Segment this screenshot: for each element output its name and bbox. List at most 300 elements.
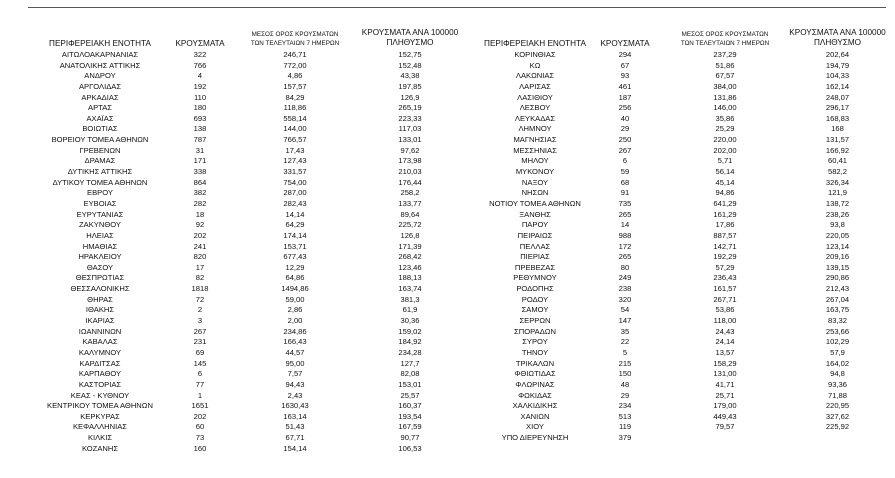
right-avg7-cell: 384,00 (713, 81, 737, 91)
right-region-cell: ΛΑΚΩΝΙΑΣ (515, 71, 555, 81)
right-cases-cell: 249 (618, 273, 632, 283)
left-cases-cell: 202 (193, 230, 207, 240)
left-avg7-cell: 44,57 (285, 347, 305, 357)
left-avg7-cell: 766,57 (283, 135, 307, 145)
right-per100k-cell: 267,04 (825, 294, 850, 304)
right-per100k-cell: 582,2 (827, 167, 847, 177)
right-region-cell: ΡΕΘΥΜΝΟΥ (513, 273, 557, 283)
right-region-cell: ΡΟΔΟΠΗΣ (516, 284, 554, 294)
left-region-cell: ΘΗΡΑΣ (87, 294, 113, 304)
right-cases-cell: 80 (620, 262, 630, 272)
table-row (0, 50, 895, 61)
left-region-cell: ΚΑΡΠΑΘΟΥ (78, 369, 122, 379)
right-region-cell: ΧΑΛΚΙΔΙΚΗΣ (512, 401, 558, 411)
left-avg7-cell: 59,00 (285, 294, 305, 304)
right-cases-cell: 22 (620, 337, 630, 347)
table-row (0, 146, 895, 157)
left-per100k-cell: 153,01 (398, 379, 422, 389)
right-avg7-cell: 179,00 (713, 401, 737, 411)
left-avg7-cell: 118,86 (283, 103, 307, 113)
right-avg7-cell: 25,71 (715, 390, 735, 400)
left-cases-cell: 110 (193, 92, 207, 102)
right-region-cell: ΛΕΣΒΟΥ (519, 103, 551, 113)
right-cases-cell: 267 (618, 145, 632, 155)
table-row (0, 242, 895, 253)
left-cases-cell: 77 (195, 379, 205, 389)
left-region-cell: ΙΚΑΡΙΑΣ (85, 316, 115, 326)
right-avg7-cell: 118,00 (713, 316, 737, 326)
right-region-header: ΠΕΡΙΦΕΡΕΙΑΚΗ ΕΝΟΤΗΤΑ (484, 39, 586, 48)
left-per100k-header: ΚΡΟΥΣΜΑΤΑ ΑΝΑ 100000 ΠΛΗΘΥΣΜΟ (361, 28, 459, 47)
table-row (0, 82, 895, 93)
table-row (0, 220, 895, 231)
left-avg7-cell: 558,14 (283, 113, 307, 123)
left-region-header: ΠΕΡΙΦΕΡΕΙΑΚΗ ΕΝΟΤΗΤΑ (49, 39, 151, 48)
right-region-cell: ΝΑΞΟΥ (521, 177, 549, 187)
table-row (0, 359, 895, 370)
right-avg7-cell: 35,86 (715, 113, 735, 123)
right-per100k-cell: 94,8 (830, 369, 845, 379)
left-cases-cell: 171 (193, 156, 207, 166)
right-cases-cell: 735 (618, 198, 632, 208)
left-avg7-cell: 2,86 (287, 305, 303, 315)
table-row (0, 178, 895, 189)
left-per100k-cell: 126,9 (400, 92, 420, 102)
left-cases-cell: 82 (195, 273, 205, 283)
right-cases-cell: 29 (620, 390, 630, 400)
left-cases-cell: 3 (197, 316, 203, 326)
right-avg7-header: ΜΕΣΟΣ ΟΡΟΣ ΚΡΟΥΣΜΑΤΩΝ ΤΩΝ ΤΕΛΕΥΤΑΙΩΝ 7 ΗΜΕΡΩΝ (680, 31, 770, 47)
right-avg7-cell: 45,14 (715, 177, 735, 187)
left-per100k-cell: 163,74 (398, 284, 422, 294)
left-avg7-cell: 287,00 (283, 188, 307, 198)
right-per100k-cell: 164,02 (825, 358, 850, 368)
left-region-cell: ΘΑΣΟΥ (86, 262, 114, 272)
right-cases-cell: 40 (620, 113, 630, 123)
right-region-cell: ΠΙΕΡΙΑΣ (520, 252, 550, 262)
table-row (0, 231, 895, 242)
left-per100k-cell: 197,85 (398, 81, 422, 91)
table-row (0, 114, 895, 125)
right-cases-cell: 265 (618, 209, 632, 219)
table-row (0, 93, 895, 104)
right-per100k-cell: 60,41 (827, 156, 847, 166)
left-per100k-cell: 234,28 (398, 347, 422, 357)
left-region-cell: ΖΑΚΥΝΘΟΥ (79, 220, 121, 230)
left-region-cell: ΘΕΣΠΡΩΤΙΑΣ (75, 273, 125, 283)
right-per100k-cell: 83,32 (827, 316, 847, 326)
left-region-cell: ΚΑΛΥΜΝΟΥ (78, 347, 122, 357)
left-avg7-cell: 95,00 (285, 358, 305, 368)
left-per100k-cell: 61,9 (402, 305, 418, 315)
left-cases-cell: 2 (197, 305, 203, 315)
right-cases-cell: 48 (620, 379, 630, 389)
left-per100k-cell: 167,59 (398, 422, 422, 432)
left-per100k-cell: 152,75 (398, 50, 422, 59)
right-per100k-cell: 168,83 (825, 113, 850, 123)
table-row (0, 380, 895, 391)
left-per100k-cell: 117,03 (398, 124, 422, 134)
right-avg7-cell: 887,57 (713, 230, 737, 240)
left-per100k-cell: 381,3 (400, 294, 420, 304)
right-avg7-cell: 192,29 (713, 252, 737, 262)
left-per100k-cell: 223,33 (398, 113, 422, 123)
right-region-cell: ΞΑΝΘΗΣ (519, 209, 551, 219)
left-avg7-cell: 163,14 (283, 411, 307, 421)
right-region-cell: ΤΗΝΟΥ (521, 347, 549, 357)
left-cases-cell: 282 (193, 198, 207, 208)
right-region-cell: ΧΑΝΙΩΝ (520, 411, 550, 421)
right-region-cell: ΜΑΓΝΗΣΙΑΣ (513, 135, 557, 145)
left-cases-cell: 338 (193, 167, 207, 177)
right-cases-cell: 91 (620, 188, 630, 198)
left-avg7-cell: 127,43 (283, 156, 307, 166)
left-avg7-cell: 64,29 (285, 220, 305, 230)
right-avg7-cell: 5,71 (717, 156, 733, 166)
right-avg7-cell: 79,57 (715, 422, 735, 432)
right-avg7-cell: 267,71 (713, 294, 737, 304)
right-region-cell: ΚΩ (529, 60, 541, 70)
table-row (0, 263, 895, 274)
top-border-line (28, 7, 886, 8)
left-cases-cell: 92 (195, 220, 205, 230)
left-cases-cell: 31 (195, 145, 205, 155)
right-region-cell: ΣΕΡΡΩΝ (519, 316, 551, 326)
right-cases-cell: 29 (620, 124, 630, 134)
right-avg7-cell: 158,29 (713, 358, 737, 368)
right-region-cell: ΧΙΟΥ (526, 422, 544, 432)
left-region-cell: ΘΕΣΣΑΛΟΝΙΚΗΣ (70, 284, 130, 294)
left-avg7-cell: 772,00 (283, 60, 307, 70)
table-row (0, 327, 895, 338)
left-per100k-cell: 43,38 (400, 71, 420, 81)
left-region-cell: ΕΒΡΟΥ (87, 188, 113, 198)
left-region-cell: ΑΝΑΤΟΛΙΚΗΣ ΑΤΤΙΚΗΣ (59, 60, 141, 70)
right-avg7-cell: 41,71 (715, 379, 735, 389)
left-cases-cell: 1651 (191, 401, 209, 411)
left-per100k-cell: 30,36 (400, 316, 420, 326)
left-cases-cell: 60 (195, 422, 205, 432)
left-avg7-cell: 166,43 (283, 337, 307, 347)
left-region-cell: ΚΕΝΤΡΙΚΟΥ ΤΟΜΕΑ ΑΘΗΝΩΝ (47, 401, 153, 411)
left-avg7-cell: 1630,43 (281, 401, 309, 411)
left-region-cell: ΗΛΕΙΑΣ (86, 230, 114, 240)
left-cases-cell: 787 (193, 135, 207, 145)
left-per100k-cell: 225,72 (398, 220, 422, 230)
right-per100k-cell: 290,86 (825, 273, 850, 283)
left-per100k-cell: 268,42 (398, 252, 422, 262)
left-cases-cell: 72 (195, 294, 205, 304)
right-per100k-cell: 139,15 (825, 262, 850, 272)
left-avg7-cell: 234,86 (283, 326, 307, 336)
right-avg7-cell: 24,14 (715, 337, 735, 347)
table-row (0, 305, 895, 316)
right-cases-cell: 150 (618, 369, 632, 379)
left-per100k-cell: 188,13 (398, 273, 422, 283)
right-region-cell: ΠΡΕΒΕΖΑΣ (514, 262, 556, 272)
right-region-cell: ΦΩΚΙΔΑΣ (518, 390, 552, 400)
left-per100k-cell: 127,7 (400, 358, 420, 368)
right-cases-cell: 238 (618, 284, 632, 294)
left-per100k-cell: 123,46 (398, 262, 422, 272)
left-cases-cell: 160 (193, 443, 207, 453)
left-cases-cell: 4 (197, 71, 203, 81)
right-avg7-cell: 131,00 (713, 369, 737, 379)
right-region-cell: ΛΕΥΚΑΔΑΣ (514, 113, 556, 123)
right-avg7-cell: 56,14 (715, 167, 735, 177)
right-avg7-cell: 25,29 (715, 124, 735, 134)
left-per100k-cell: 173,98 (398, 156, 422, 166)
table-row (0, 61, 895, 72)
left-cases-header: ΚΡΟΥΣΜΑΤΑ (175, 39, 225, 48)
left-cases-cell: 18 (195, 209, 205, 219)
left-avg7-cell: 67,71 (285, 433, 305, 443)
left-region-cell: ΙΩΑΝΝΙΝΩΝ (78, 326, 122, 336)
right-cases-cell: 35 (620, 326, 630, 336)
right-cases-cell: 54 (620, 305, 630, 315)
right-per100k-cell: 202,64 (825, 50, 850, 59)
left-cases-cell: 192 (193, 81, 207, 91)
right-per100k-header: ΚΡΟΥΣΜΑΤΑ ΑΝΑ 100000 ΠΛΗΘΥΣΜΟ (789, 28, 886, 47)
left-avg7-cell: 677,43 (283, 252, 307, 262)
right-cases-header: ΚΡΟΥΣΜΑΤΑ (600, 39, 650, 48)
left-per100k-cell: 210,03 (398, 167, 422, 177)
right-cases-cell: 187 (618, 92, 632, 102)
right-avg7-cell: 131,86 (713, 92, 737, 102)
right-avg7-cell: 142,71 (713, 241, 737, 251)
left-region-cell: ΗΜΑΘΙΑΣ (82, 241, 118, 251)
left-cases-cell: 322 (193, 50, 207, 59)
left-avg7-cell: 153,71 (283, 241, 307, 251)
right-region-cell: ΛΑΡΙΣΑΣ (519, 81, 551, 91)
left-avg7-cell: 17,43 (285, 145, 305, 155)
left-per100k-cell: 25,57 (400, 390, 420, 400)
right-region-cell: ΦΛΩΡΙΝΑΣ (515, 379, 555, 389)
left-avg7-cell: 331,57 (283, 167, 307, 177)
right-cases-cell: 265 (618, 252, 632, 262)
left-avg7-cell: 246,71 (283, 50, 307, 59)
right-per100k-cell: 327,62 (825, 411, 850, 421)
right-per100k-cell: 93,8 (830, 220, 845, 230)
right-cases-cell: 147 (618, 316, 632, 326)
left-cases-cell: 820 (193, 252, 207, 262)
right-region-cell: ΜΗΛΟΥ (521, 156, 549, 166)
table-row (0, 199, 895, 210)
table-row (0, 156, 895, 167)
table-row (0, 337, 895, 348)
right-avg7-cell: 53,86 (715, 305, 735, 315)
right-avg7-cell: 24,43 (715, 326, 735, 336)
left-avg7-cell: 754,00 (283, 177, 307, 187)
left-region-cell: ΚΕΑΣ - ΚΥΘΝΟΥ (70, 390, 130, 400)
table-row (0, 422, 895, 433)
right-per100k-cell: 123,14 (825, 241, 850, 251)
table-row (0, 252, 895, 263)
left-cases-cell: 864 (193, 177, 207, 187)
right-region-cell: ΠΑΡΟΥ (521, 220, 549, 230)
table-row (0, 433, 895, 444)
left-region-cell: ΒΟΙΩΤΙΑΣ (82, 124, 118, 134)
left-avg7-cell: 51,43 (285, 422, 305, 432)
right-per100k-cell: 220,05 (825, 230, 850, 240)
left-per100k-cell: 184,92 (398, 337, 422, 347)
left-per100k-cell: 133,01 (398, 135, 422, 145)
left-cases-cell: 69 (195, 347, 205, 357)
left-avg7-cell: 174,14 (283, 230, 307, 240)
left-avg7-cell: 154,14 (283, 443, 307, 453)
left-cases-cell: 138 (193, 124, 207, 134)
table-row (0, 401, 895, 412)
right-cases-cell: 320 (618, 294, 632, 304)
left-avg7-cell: 64,86 (285, 273, 305, 283)
right-region-cell: ΠΕΙΡΑΙΩΣ (517, 230, 553, 240)
left-per100k-cell: 90,77 (400, 433, 420, 443)
right-avg7-cell: 237,29 (713, 50, 737, 59)
left-region-cell: ΚΑΣΤΟΡΙΑΣ (78, 379, 122, 389)
right-cases-cell: 6 (622, 156, 628, 166)
right-per100k-cell: 93,36 (827, 379, 847, 389)
left-region-cell: ΚΑΡΔΙΤΣΑΣ (79, 358, 121, 368)
table-body (0, 50, 895, 454)
left-per100k-cell: 152,48 (398, 60, 422, 70)
right-per100k-cell: 138,72 (825, 198, 850, 208)
right-avg7-cell: 161,57 (713, 284, 737, 294)
right-per100k-cell: 225,92 (825, 422, 850, 432)
right-cases-cell: 988 (618, 230, 632, 240)
right-cases-cell: 14 (620, 220, 630, 230)
left-avg7-cell: 1494,86 (281, 284, 309, 294)
left-per100k-cell: 106,53 (398, 443, 422, 453)
right-cases-cell: 119 (618, 422, 632, 432)
left-cases-cell: 382 (193, 188, 207, 198)
right-cases-cell: 294 (618, 50, 632, 59)
right-per100k-cell: 253,66 (825, 326, 850, 336)
right-cases-cell: 93 (620, 71, 630, 81)
left-region-cell: ΕΥΒΟΙΑΣ (83, 198, 117, 208)
right-per100k-cell: 326,34 (825, 177, 850, 187)
right-region-cell: ΝΟΤΙΟΥ ΤΟΜΕΑ ΑΘΗΝΩΝ (489, 198, 581, 208)
right-avg7-cell: 161,29 (713, 209, 737, 219)
table-row (0, 188, 895, 199)
right-per100k-cell: 102,29 (825, 337, 850, 347)
right-region-cell: ΛΗΜΝΟΥ (518, 124, 552, 134)
right-avg7-cell: 202,00 (713, 145, 737, 155)
left-per100k-cell: 82,08 (400, 369, 420, 379)
right-cases-cell: 68 (620, 177, 630, 187)
left-per100k-cell: 193,54 (398, 411, 422, 421)
left-cases-cell: 17 (195, 262, 205, 272)
left-avg7-cell: 144,00 (283, 124, 307, 134)
left-cases-cell: 73 (195, 433, 205, 443)
left-region-cell: ΒΟΡΕΙΟΥ ΤΟΜΕΑ ΑΘΗΝΩΝ (51, 135, 149, 145)
right-region-cell: ΚΟΡΙΝΘΙΑΣ (514, 50, 556, 59)
right-cases-cell: 250 (618, 135, 632, 145)
right-per100k-cell: 104,33 (825, 71, 850, 81)
right-per100k-cell: 220,95 (825, 401, 850, 411)
left-region-cell: ΕΥΡΥΤΑΝΙΑΣ (76, 209, 124, 219)
right-avg7-cell: 94,86 (715, 188, 735, 198)
left-avg7-cell: 2,43 (287, 390, 303, 400)
left-cases-cell: 241 (193, 241, 207, 251)
right-avg7-cell: 220,00 (713, 135, 737, 145)
right-per100k-cell: 163,75 (825, 305, 850, 315)
right-avg7-cell: 67,57 (715, 71, 735, 81)
right-cases-cell: 513 (618, 411, 632, 421)
table-row (0, 273, 895, 284)
right-region-cell: ΤΡΙΚΑΛΩΝ (515, 358, 555, 368)
right-avg7-cell: 57,29 (715, 262, 735, 272)
right-region-cell: ΜΥΚΟΝΟΥ (515, 167, 555, 177)
left-cases-cell: 1 (197, 390, 203, 400)
left-region-cell: ΑΧΑΪΑΣ (86, 113, 114, 123)
table-row (0, 167, 895, 178)
right-region-cell: ΦΘΙΩΤΙΔΑΣ (514, 369, 556, 379)
table-row (0, 124, 895, 135)
right-avg7-cell: 236,43 (713, 273, 737, 283)
left-per100k-cell: 176,44 (398, 177, 422, 187)
left-avg7-cell: 4,86 (287, 71, 303, 81)
left-avg7-header: ΜΕΣΟΣ ΟΡΟΣ ΚΡΟΥΣΜΑΤΩΝ ΤΩΝ ΤΕΛΕΥΤΑΙΩΝ 7 ΗΜΕΡΩΝ (250, 31, 340, 47)
right-per100k-cell: 168 (831, 124, 844, 134)
table-row (0, 210, 895, 221)
right-region-cell: ΡΟΔΟΥ (521, 294, 549, 304)
left-region-cell: ΑΙΤΩΛΟΑΚΑΡΝΑΝΙΑΣ (61, 50, 139, 59)
right-per100k-cell: 238,26 (825, 209, 850, 219)
right-per100k-cell: 296,17 (825, 103, 850, 113)
right-cases-cell: 379 (618, 433, 632, 443)
left-per100k-cell: 133,77 (398, 198, 422, 208)
right-per100k-cell: 71,88 (827, 390, 847, 400)
right-region-cell: ΠΕΛΛΑΣ (519, 241, 551, 251)
left-avg7-cell: 84,29 (285, 92, 305, 102)
left-cases-cell: 231 (193, 337, 207, 347)
left-region-cell: ΚΕΦΑΛΛΗΝΙΑΣ (72, 422, 128, 432)
left-per100k-cell: 89,64 (400, 209, 420, 219)
left-region-cell: ΚΙΛΚΙΣ (87, 433, 113, 443)
left-region-cell: ΚΑΒΑΛΑΣ (82, 337, 118, 347)
left-per100k-cell: 159,02 (398, 326, 422, 336)
right-cases-cell: 215 (618, 358, 632, 368)
left-cases-cell: 180 (193, 103, 207, 113)
left-avg7-cell: 12,29 (285, 262, 305, 272)
left-avg7-cell: 2,00 (287, 316, 303, 326)
left-cases-cell: 693 (193, 113, 207, 123)
right-per100k-cell: 166,92 (825, 145, 850, 155)
right-region-cell: ΜΕΣΣΗΝΙΑΣ (513, 145, 557, 155)
table-row (0, 412, 895, 423)
left-per100k-cell: 160,37 (398, 401, 422, 411)
right-region-cell: ΣΥΡΟΥ (522, 337, 548, 347)
left-avg7-cell: 94,43 (285, 379, 305, 389)
left-region-cell: ΑΝΔΡΟΥ (84, 71, 116, 81)
right-per100k-cell: 162,14 (825, 81, 850, 91)
table-row (0, 71, 895, 82)
right-cases-cell: 256 (618, 103, 632, 113)
right-cases-cell: 172 (618, 241, 632, 251)
left-region-cell: ΙΘΑΚΗΣ (85, 305, 115, 315)
right-cases-cell: 67 (620, 60, 630, 70)
right-per100k-cell: 121,9 (827, 188, 847, 198)
right-avg7-cell: 13,57 (715, 347, 735, 357)
table-row (0, 369, 895, 380)
table-row (0, 135, 895, 146)
left-region-cell: ΚΟΖΑΝΗΣ (81, 443, 119, 453)
right-cases-cell: 234 (618, 401, 632, 411)
left-region-cell: ΔΥΤΙΚΗΣ ΑΤΤΙΚΗΣ (67, 167, 133, 177)
table-row (0, 284, 895, 295)
left-region-cell: ΔΡΑΜΑΣ (84, 156, 116, 166)
table-row (0, 348, 895, 359)
